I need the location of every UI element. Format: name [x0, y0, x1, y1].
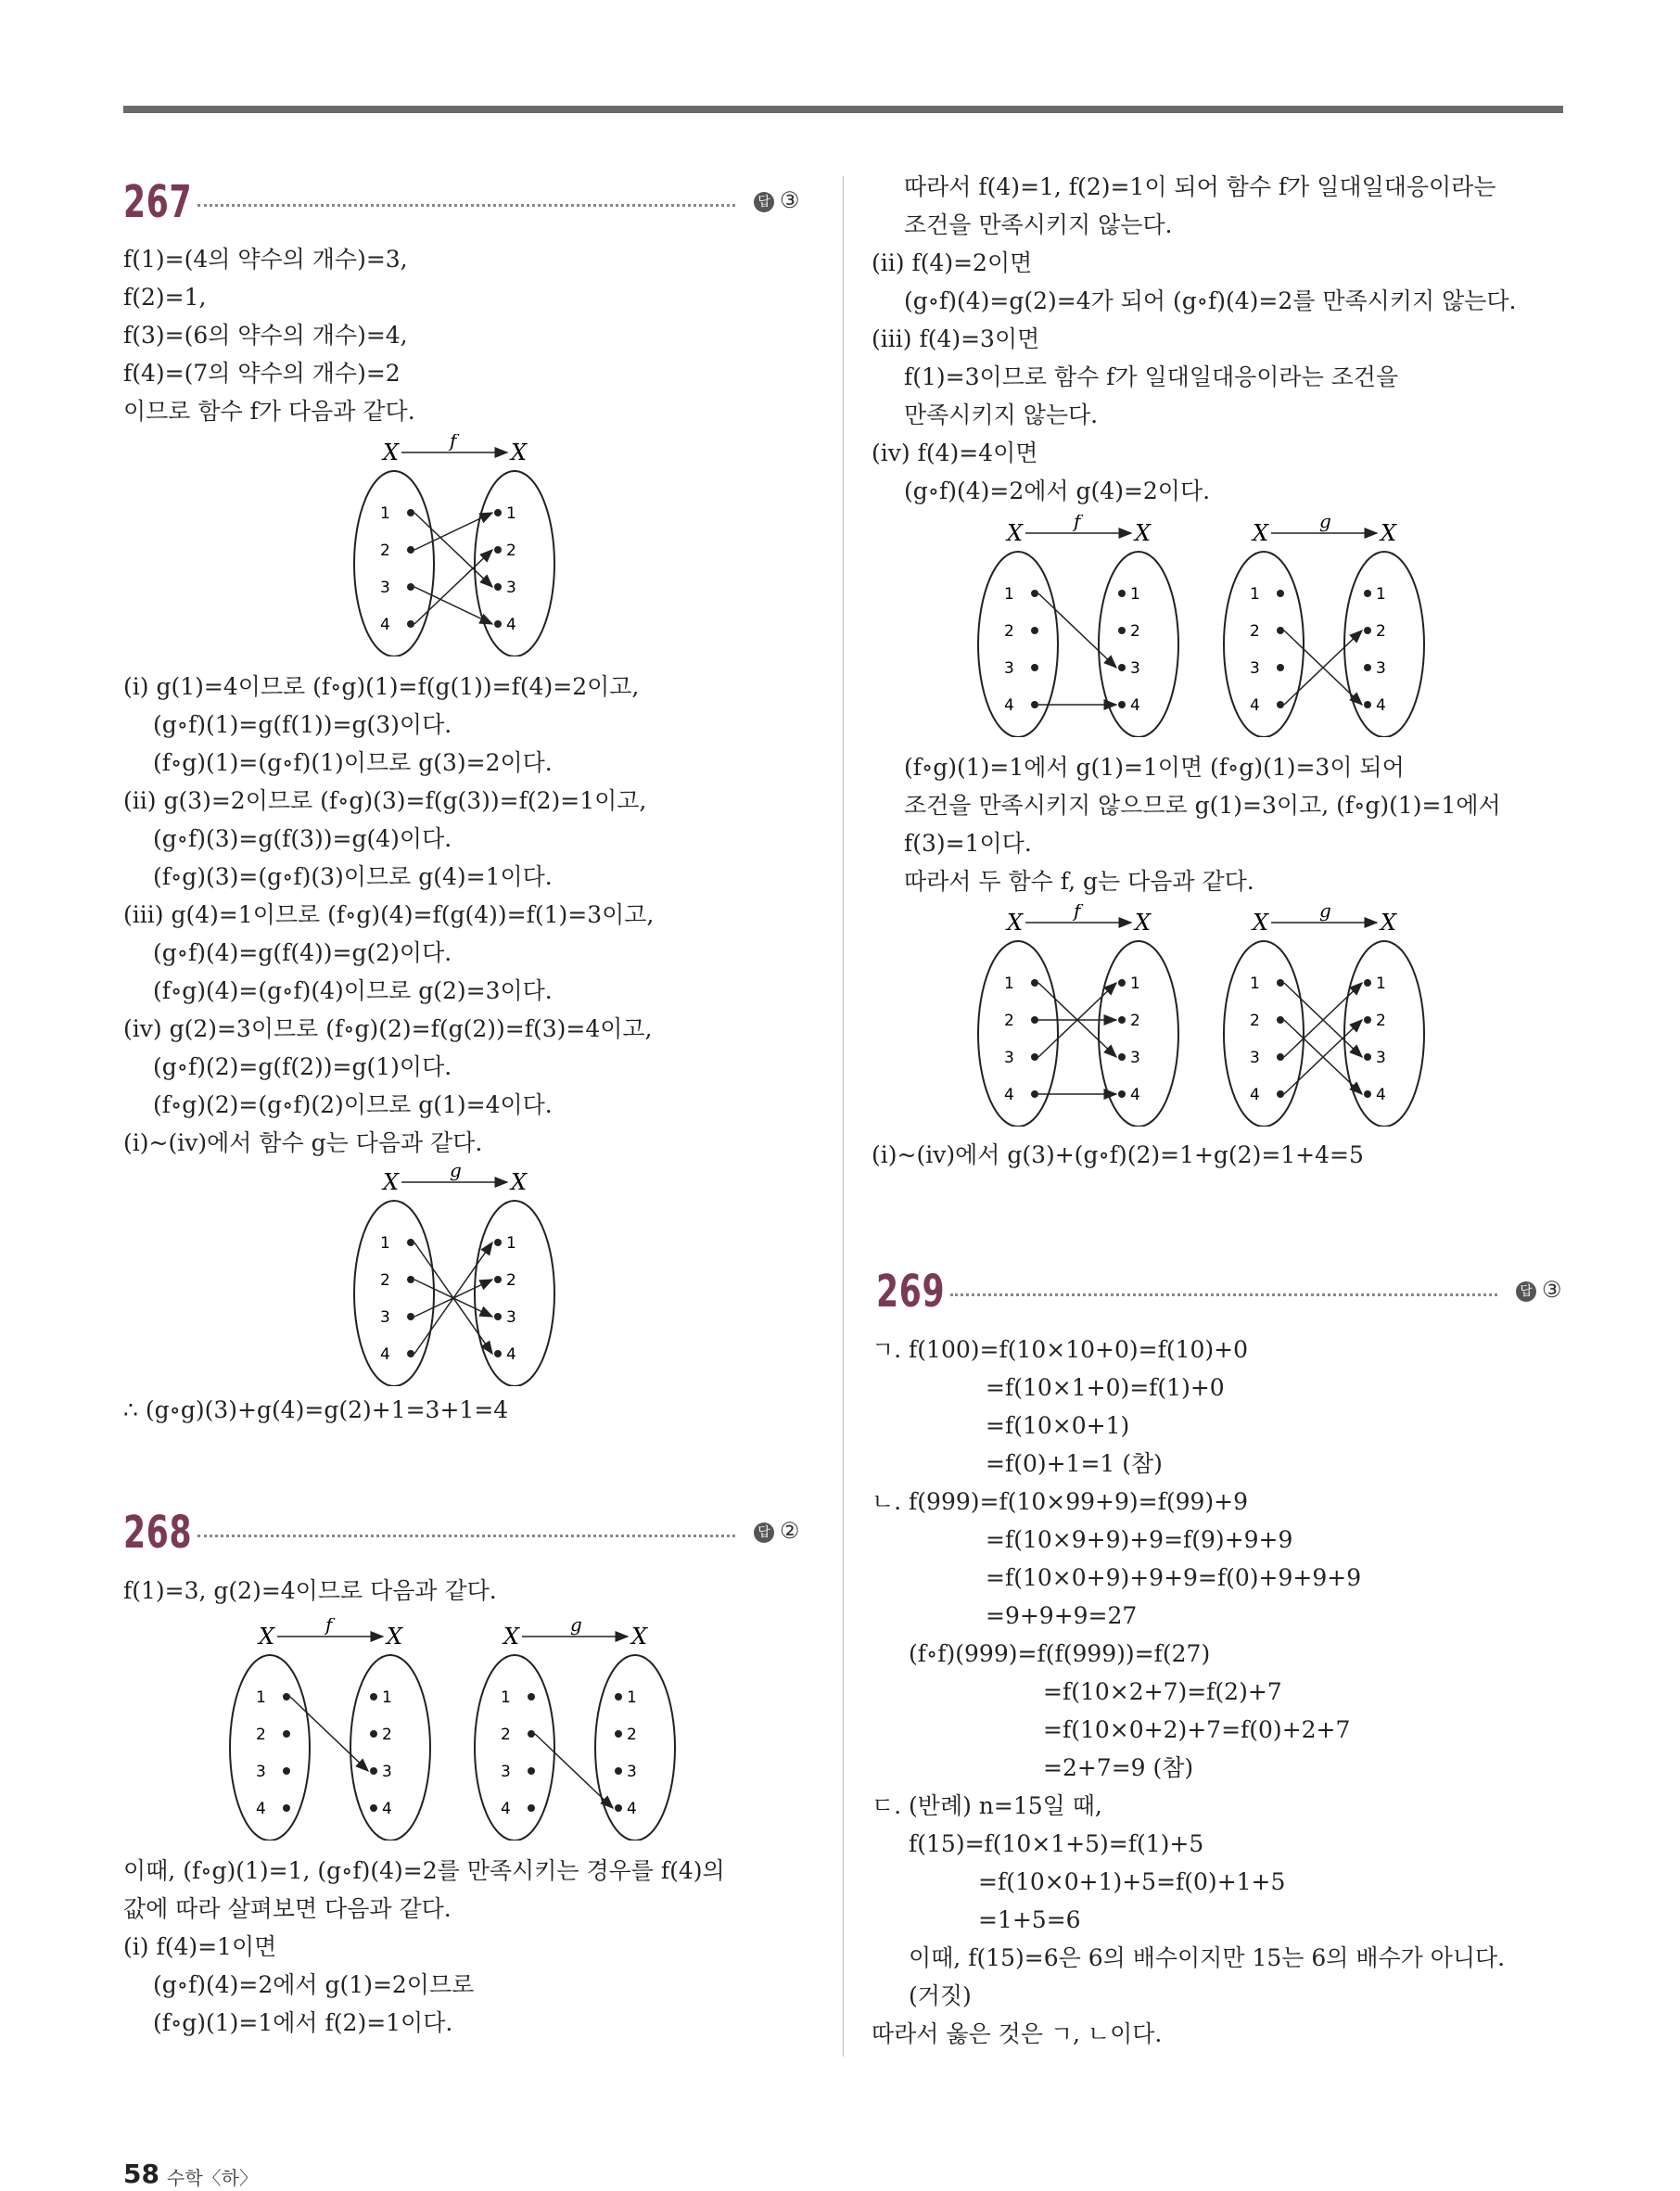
- text-line: =2+7=9 (참): [1043, 1754, 1194, 1781]
- domain-dot: [528, 1767, 535, 1775]
- codomain-element: 1: [1376, 585, 1386, 604]
- text-line: (ⅱ) g(3)=2이므로 (f∘g)(3)=f(g(3))=f(2)=1이고,: [123, 787, 647, 814]
- domain-element: 4: [380, 1345, 390, 1364]
- problem-268-header: [123, 1507, 809, 1562]
- leader-dots: [197, 1535, 735, 1537]
- problem-number: 267: [123, 176, 193, 228]
- codomain-dot: [1364, 701, 1371, 708]
- codomain-element: 4: [506, 1345, 516, 1364]
- codomain-dot: [1364, 1090, 1371, 1098]
- codomain-dot: [1118, 979, 1126, 987]
- mapping-diagram-g: [1222, 904, 1431, 1127]
- answer-label: [754, 1518, 800, 1544]
- set-label-domain: X: [383, 1169, 400, 1195]
- text-line: (g∘f)(2)=g(f(2))=g(1)이다.: [153, 1053, 452, 1080]
- text-line: ㄷ. (반례) n=15일 때,: [872, 1792, 1102, 1819]
- domain-dot: [283, 1730, 290, 1738]
- text-line: (ⅲ) f(4)=3이면: [872, 325, 1040, 352]
- domain-dot: [283, 1804, 290, 1812]
- codomain-dot: [1118, 1016, 1126, 1024]
- mapping-arrow: [535, 1734, 613, 1808]
- codomain-dot: [1118, 1090, 1126, 1098]
- text-line: (f∘g)(2)=(g∘f)(2)이므로 g(1)=4이다.: [153, 1091, 553, 1118]
- text-line: =9+9+9=27: [986, 1602, 1138, 1629]
- domain-dot: [1277, 1090, 1284, 1098]
- text-line: 이때, (f∘g)(1)=1, (g∘f)(4)=2를 만족시키는 경우를 f(4)의: [123, 1857, 725, 1884]
- set-label-codomain: X: [631, 1624, 648, 1650]
- column-divider: [843, 176, 844, 2057]
- codomain-element: 3: [1130, 1049, 1140, 1067]
- mapping-arrow: [1038, 593, 1116, 668]
- domain-element: 1: [1250, 585, 1260, 604]
- page-number: 58: [123, 2159, 159, 2189]
- text-line: (f∘g)(3)=(g∘f)(3)이므로 g(4)=1이다.: [153, 863, 553, 890]
- text-line: 이므로 함수 f가 다음과 같다.: [123, 398, 415, 425]
- text-line: =f(10×0+1)+5=f(0)+1+5: [978, 1868, 1286, 1895]
- text-line: 값에 따라 살펴보면 다음과 같다.: [123, 1895, 452, 1922]
- domain-ellipse: [1224, 941, 1304, 1127]
- domain-dot: [1031, 590, 1038, 597]
- answer-label: [754, 187, 800, 213]
- codomain-dot: [1364, 664, 1371, 671]
- text-line: 따라서 옳은 것은 ㄱ, ㄴ이다.: [872, 2020, 1163, 2047]
- domain-ellipse: [475, 1655, 554, 1841]
- domain-dot: [407, 1350, 414, 1357]
- codomain-element: 4: [627, 1800, 637, 1818]
- answer-value: ②: [780, 1518, 800, 1544]
- book-title: 수학〈하〉: [167, 2167, 258, 2189]
- set-label-domain: X: [259, 1624, 275, 1650]
- text-line: (g∘f)(4)=2에서 g(1)=2이므로: [153, 1971, 475, 1998]
- domain-element: 2: [380, 1271, 390, 1290]
- domain-dot: [1031, 664, 1038, 671]
- leader-dots: [197, 204, 735, 207]
- problem-number: 268: [123, 1507, 193, 1559]
- domain-dot: [407, 1313, 414, 1320]
- text-line: f(1)=3이므로 함수 f가 일대일대응이라는 조건을: [904, 363, 1399, 390]
- text-line: f(3)=(6의 약수의 개수)=4,: [123, 322, 408, 349]
- domain-dot: [1277, 1053, 1284, 1061]
- mapping-svg: [473, 1618, 681, 1841]
- text-line: (ⅳ) f(4)=4이면: [872, 439, 1038, 466]
- codomain-element: 3: [627, 1763, 637, 1781]
- text-line: 조건을 만족시키지 않는다.: [904, 211, 1173, 238]
- domain-dot: [528, 1693, 535, 1701]
- domain-element: 1: [380, 1234, 390, 1253]
- answer-value: ③: [1542, 1277, 1562, 1303]
- mapping-diagram-g: [352, 1164, 561, 1386]
- mapping-diagram-f: [228, 1618, 437, 1841]
- codomain-dot: [370, 1730, 377, 1738]
- codomain-dot: [370, 1767, 377, 1775]
- domain-dot: [528, 1804, 535, 1812]
- text-line: (g∘f)(3)=g(f(3))=g(4)이다.: [153, 825, 452, 852]
- domain-element: 2: [1250, 1012, 1260, 1030]
- text-line: (f∘g)(1)=1에서 f(2)=1이다.: [153, 2009, 453, 2036]
- domain-element: 2: [380, 541, 390, 560]
- text-line: (ⅲ) g(4)=1이므로 (f∘g)(4)=f(g(4))=f(1)=3이고,: [123, 901, 655, 928]
- function-label: f: [450, 434, 457, 452]
- text-line: =f(10×0+1): [986, 1412, 1130, 1439]
- codomain-element: 4: [382, 1800, 392, 1818]
- codomain-element: 4: [1130, 696, 1140, 715]
- domain-element: 4: [380, 616, 390, 634]
- mapping-diagram-f: [976, 904, 1185, 1127]
- domain-dot: [283, 1767, 290, 1775]
- domain-dot: [407, 1276, 414, 1283]
- codomain-element: 2: [506, 1271, 516, 1290]
- answer-label: [1516, 1277, 1562, 1303]
- problem-267-header: [123, 176, 809, 232]
- domain-dot: [1277, 590, 1284, 597]
- set-label-codomain: X: [1381, 520, 1397, 546]
- codomain-element: 2: [1376, 1012, 1386, 1030]
- codomain-element: 2: [1130, 1012, 1140, 1030]
- codomain-element: 3: [506, 1308, 516, 1327]
- text-line: 이때, f(15)=6은 6의 배수이지만 15는 6의 배수가 아니다.: [909, 1944, 1506, 1971]
- domain-ellipse: [354, 1201, 434, 1386]
- text-line: f(2)=1,: [123, 284, 207, 311]
- codomain-element: 4: [1376, 1086, 1386, 1104]
- codomain-dot: [1364, 1016, 1371, 1024]
- text-line: =f(10×9+9)+9=f(9)+9+9: [986, 1526, 1293, 1553]
- codomain-element: 3: [1130, 659, 1140, 678]
- domain-dot: [1031, 979, 1038, 987]
- text-line: =f(0)+1=1 (참): [986, 1450, 1163, 1477]
- codomain-element: 3: [1376, 1049, 1386, 1067]
- codomain-dot: [494, 1350, 502, 1357]
- codomain-element: 2: [382, 1726, 392, 1744]
- problem-269-header: [876, 1266, 1562, 1321]
- text-line: =f(10×1+0)=f(1)+0: [986, 1374, 1225, 1401]
- top-rule: [123, 106, 1563, 113]
- text-line: 따라서 f(4)=1, f(2)=1이 되어 함수 f가 일대일대응이라는: [904, 173, 1496, 200]
- text-line: f(3)=1이다.: [904, 830, 1032, 857]
- domain-dot: [528, 1730, 535, 1738]
- codomain-element: 2: [506, 541, 516, 560]
- text-line: ㄴ. f(999)=f(10×99+9)=f(99)+9: [872, 1488, 1249, 1515]
- domain-dot: [1031, 1016, 1038, 1024]
- text-line: (ⅰ) g(1)=4이므로 (f∘g)(1)=f(g(1))=f(4)=2이고,: [123, 673, 640, 700]
- text-line: (f∘g)(1)=(g∘f)(1)이므로 g(3)=2이다.: [153, 749, 553, 776]
- text-line: =1+5=6: [978, 1906, 1081, 1933]
- domain-element: 3: [501, 1763, 511, 1781]
- domain-dot: [407, 546, 414, 554]
- text-line: (f∘f)(999)=f(f(999))=f(27): [909, 1640, 1211, 1667]
- domain-dot: [283, 1693, 290, 1701]
- codomain-dot: [615, 1804, 622, 1812]
- codomain-element: 1: [1130, 585, 1140, 604]
- codomain-element: 4: [1130, 1086, 1140, 1104]
- domain-dot: [1031, 701, 1038, 708]
- text-line: =f(10×0+9)+9+9=f(0)+9+9+9: [986, 1564, 1362, 1591]
- set-label-domain: X: [1253, 520, 1269, 546]
- domain-element: 1: [256, 1688, 266, 1707]
- text-line: (ⅰ)~(ⅳ)에서 함수 g는 다음과 같다.: [123, 1129, 483, 1156]
- text-line: (ⅰ) f(4)=1이면: [123, 1933, 277, 1960]
- function-label: f: [1074, 515, 1081, 532]
- domain-element: 2: [501, 1726, 511, 1744]
- text-line: ㄱ. f(100)=f(10×10+0)=f(10)+0: [872, 1336, 1249, 1363]
- domain-dot: [1031, 627, 1038, 634]
- domain-dot: [1277, 627, 1284, 634]
- mapping-svg: [228, 1618, 437, 1841]
- set-label-codomain: X: [511, 1169, 528, 1195]
- codomain-element: 1: [1376, 974, 1386, 993]
- answer-badge-icon: 답: [1516, 1281, 1536, 1302]
- codomain-dot: [1118, 664, 1126, 671]
- domain-element: 2: [1250, 622, 1260, 641]
- mapping-diagram-f: [976, 515, 1185, 737]
- text-line: (g∘f)(4)=2에서 g(4)=2이다.: [904, 478, 1211, 504]
- mapping-arrow: [414, 513, 492, 550]
- domain-dot: [407, 620, 414, 628]
- function-label: f: [1074, 904, 1081, 922]
- domain-element: 1: [501, 1688, 511, 1707]
- codomain-dot: [370, 1804, 377, 1812]
- mapping-diagram-g: [473, 1618, 681, 1841]
- codomain-dot: [370, 1693, 377, 1701]
- mapping-svg: [976, 515, 1185, 737]
- domain-element: 1: [380, 504, 390, 523]
- mapping-svg: [976, 904, 1185, 1127]
- mapping-diagram-g: [1222, 515, 1431, 737]
- set-label-domain: X: [383, 439, 400, 465]
- domain-dot: [1277, 664, 1284, 671]
- text-line: 조건을 만족시키지 않으므로 g(1)=3이고, (f∘g)(1)=1에서: [904, 792, 1501, 819]
- domain-element: 3: [1004, 659, 1014, 678]
- text-line: (g∘f)(4)=g(2)=4가 되어 (g∘f)(4)=2를 만족시키지 않는다.: [904, 287, 1517, 314]
- codomain-element: 1: [506, 504, 516, 523]
- mapping-arrow: [290, 1697, 368, 1771]
- function-label: g: [570, 1618, 582, 1636]
- codomain-dot: [1118, 701, 1126, 708]
- codomain-element: 2: [627, 1726, 637, 1744]
- text-line: (g∘f)(4)=g(f(4))=g(2)이다.: [153, 939, 452, 966]
- domain-element: 4: [501, 1800, 511, 1818]
- codomain-element: 1: [382, 1688, 392, 1707]
- domain-element: 2: [1004, 1012, 1014, 1030]
- domain-element: 3: [256, 1763, 266, 1781]
- mapping-diagram-f: [352, 434, 561, 656]
- function-label: g: [450, 1164, 462, 1181]
- mapping-svg: [1222, 515, 1431, 737]
- set-label-codomain: X: [1381, 910, 1397, 936]
- codomain-dot: [1364, 627, 1371, 634]
- set-label-domain: X: [503, 1624, 520, 1650]
- codomain-dot: [615, 1730, 622, 1738]
- domain-element: 4: [1250, 696, 1260, 715]
- answer-badge-icon: 답: [754, 1522, 774, 1543]
- text-line: (거짓): [909, 1982, 972, 2009]
- domain-dot: [407, 1239, 414, 1246]
- set-label-codomain: X: [511, 439, 528, 465]
- conclusion: ∴ (g∘g)(3)+g(4)=g(2)+1=3+1=4: [123, 1396, 509, 1423]
- problem-number: 269: [876, 1266, 946, 1318]
- text-line: =f(10×0+2)+7=f(0)+2+7: [1043, 1716, 1351, 1743]
- domain-element: 1: [1250, 974, 1260, 993]
- codomain-dot: [1118, 1053, 1126, 1061]
- codomain-dot: [1364, 979, 1371, 987]
- text-line: (ⅱ) f(4)=2이면: [872, 249, 1033, 276]
- domain-dot: [407, 583, 414, 591]
- codomain-dot: [494, 1276, 502, 1283]
- function-label: g: [1319, 904, 1331, 922]
- domain-element: 4: [1004, 1086, 1014, 1104]
- codomain-dot: [615, 1693, 622, 1701]
- domain-ellipse: [230, 1655, 310, 1841]
- mapping-svg: [352, 1164, 561, 1386]
- codomain-dot: [494, 1313, 502, 1320]
- domain-element: 4: [256, 1800, 266, 1818]
- domain-element: 3: [380, 1308, 390, 1327]
- text-line: f(4)=(7의 약수의 개수)=2: [123, 360, 401, 387]
- codomain-dot: [494, 509, 502, 516]
- conclusion: (ⅰ)~(ⅳ)에서 g(3)+(g∘f)(2)=1+g(2)=1+4=5: [872, 1141, 1364, 1168]
- domain-element: 3: [1004, 1049, 1014, 1067]
- codomain-dot: [1364, 590, 1371, 597]
- text-line: (ⅳ) g(2)=3이므로 (f∘g)(2)=f(g(2))=f(3)=4이고,: [123, 1015, 653, 1042]
- codomain-element: 4: [1376, 696, 1386, 715]
- text-line: f(1)=3, g(2)=4이므로 다음과 같다.: [123, 1577, 497, 1604]
- codomain-dot: [494, 1239, 502, 1246]
- function-label: f: [325, 1618, 333, 1636]
- domain-dot: [1031, 1090, 1038, 1098]
- codomain-element: 2: [1376, 622, 1386, 641]
- codomain-element: 1: [627, 1688, 637, 1707]
- function-label: g: [1319, 515, 1331, 532]
- set-label-codomain: X: [1135, 910, 1152, 936]
- codomain-dot: [1118, 590, 1126, 597]
- codomain-dot: [1364, 1053, 1371, 1061]
- codomain-element: 1: [1130, 974, 1140, 993]
- leader-dots: [950, 1293, 1497, 1296]
- domain-ellipse: [354, 471, 434, 656]
- domain-dot: [1277, 979, 1284, 987]
- domain-element: 2: [256, 1726, 266, 1744]
- text-line: (g∘f)(1)=g(f(1))=g(3)이다.: [153, 711, 452, 738]
- domain-dot: [1277, 1016, 1284, 1024]
- domain-ellipse: [1224, 552, 1304, 737]
- codomain-dot: [494, 620, 502, 628]
- text-line: (f∘g)(4)=(g∘f)(4)이므로 g(2)=3이다.: [153, 977, 553, 1004]
- domain-ellipse: [978, 552, 1058, 737]
- codomain-element: 4: [506, 616, 516, 634]
- mapping-svg: [1222, 904, 1431, 1127]
- codomain-element: 3: [1376, 659, 1386, 678]
- domain-element: 2: [1004, 622, 1014, 641]
- text-line: =f(10×2+7)=f(2)+7: [1043, 1678, 1282, 1705]
- set-label-domain: X: [1007, 910, 1024, 936]
- text-line: f(1)=(4의 약수의 개수)=3,: [123, 246, 408, 273]
- set-label-codomain: X: [1135, 520, 1152, 546]
- domain-element: 1: [1004, 585, 1014, 604]
- set-label-domain: X: [1253, 910, 1269, 936]
- domain-element: 3: [380, 579, 390, 597]
- set-label-domain: X: [1007, 520, 1024, 546]
- mapping-svg: [352, 434, 561, 656]
- domain-element: 1: [1004, 974, 1014, 993]
- domain-dot: [1031, 1053, 1038, 1061]
- codomain-dot: [615, 1767, 622, 1775]
- text-line: 따라서 두 함수 f, g는 다음과 같다.: [904, 868, 1254, 895]
- answer-value: ③: [780, 187, 800, 213]
- domain-element: 4: [1004, 696, 1014, 715]
- domain-element: 3: [1250, 659, 1260, 678]
- codomain-dot: [494, 583, 502, 591]
- text-line: f(15)=f(10×1+5)=f(1)+5: [909, 1830, 1204, 1857]
- text-line: (f∘g)(1)=1에서 g(1)=1이면 (f∘g)(1)=3이 되어: [904, 754, 1405, 781]
- set-label-codomain: X: [387, 1624, 403, 1650]
- domain-ellipse: [978, 941, 1058, 1127]
- answer-badge-icon: 답: [754, 192, 774, 212]
- domain-dot: [407, 509, 414, 516]
- domain-dot: [1277, 701, 1284, 708]
- codomain-dot: [494, 546, 502, 554]
- text-line: 만족시키지 않는다.: [904, 401, 1099, 428]
- mapping-arrow: [414, 513, 492, 587]
- codomain-element: 2: [1130, 622, 1140, 641]
- codomain-dot: [1118, 627, 1126, 634]
- codomain-element: 3: [382, 1763, 392, 1781]
- domain-element: 3: [1250, 1049, 1260, 1067]
- codomain-element: 3: [506, 579, 516, 597]
- codomain-element: 1: [506, 1234, 516, 1253]
- domain-element: 4: [1250, 1086, 1260, 1104]
